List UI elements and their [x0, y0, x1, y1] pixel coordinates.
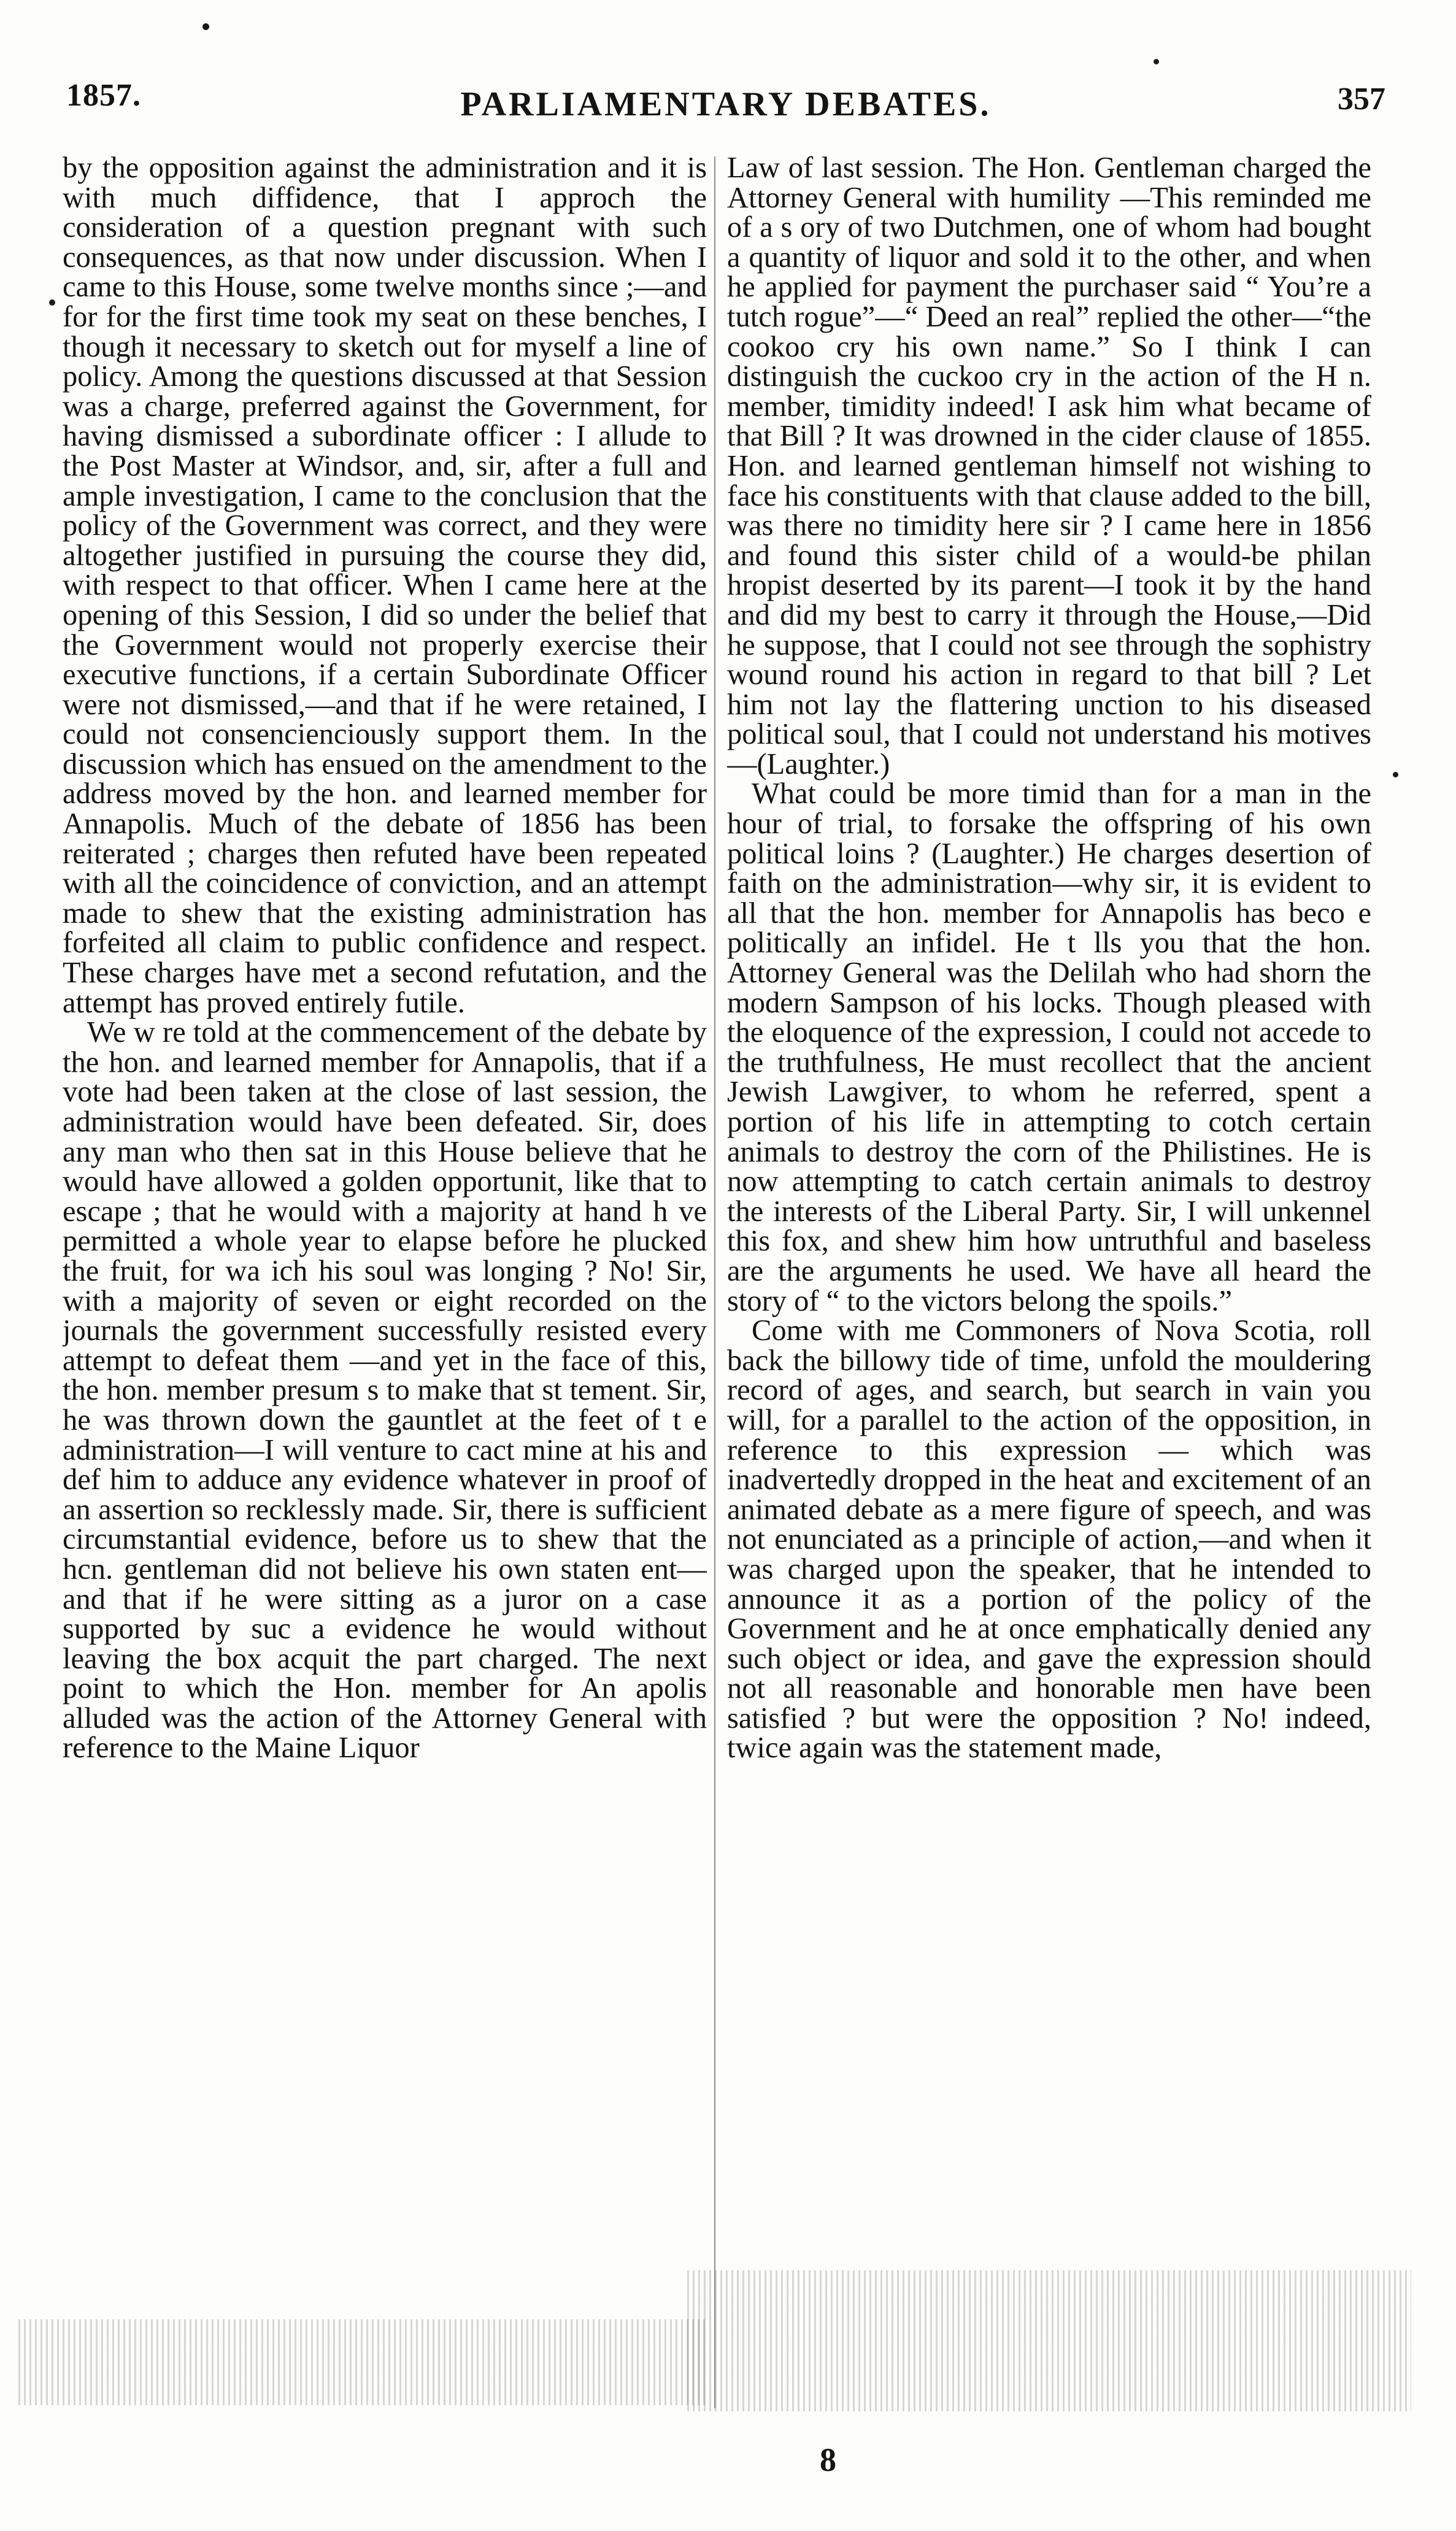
ink-speck [202, 23, 209, 30]
paragraph: We w re told at the commencement of the debate by the hon. and learned member for Annapolis, that if a vote had been taken at the close of last session, the administration would have been defeated. Sir, does any man who then sat in this House believe that he would have allowed a golden opportunit, like that to escape ; that he would with a majority at hand h ve permitted a whole year to elapse before he plucked the fruit, for wa ich his soul was longing ? No! Sir, with a majority of seven or eight recorded on the journals the government successfully resisted every attempt to defeat them —and yet in the face of this, the hon. member presum s to make that st tement. Sir, he was thrown down the gauntlet at the feet of t e administration—I will venture to cact mine at his and def him to adduce any evidence whatever in proof of an assertion so recklessly made. Sir, there is sufficient circumstantial evidence, before us to shew that the hcn. gentleman did not believe his own staten ent—and that if he were sitting as a juror on a case supported by suc a evidence he would without leaving the box acquit the part charged. The next point to which the Hon. member for An apolis alluded was the action of the Attorney General with reference to the Maine Liquor [63, 1016, 707, 1765]
header-page-number: 357 [1338, 82, 1385, 117]
signature-mark: 8 [820, 2441, 836, 2478]
header-title: PARLIAMENTARY DEBATES. [460, 85, 992, 123]
ink-speck [49, 299, 55, 306]
left-column [63, 153, 707, 2411]
paragraph: What could be more timid than for a man in the hour of trial, to forsake the offspring of his own political loins ? (Laughter.) He charges desertion of faith on the administration—why sir, it is evident to all that the hon. member for Annapolis has beco e politically an infidel. He t lls you that the hon. Attorney General was the Delilah who had shorn the modern Sampson of his locks. Though pleased with the eloquence of the expression, I could not accede to the truthfulness, He must recollect that the ancient Jewish Lawgiver, to whom he referred, spent a portion of his life in attempting to cotch certain animals to destroy the corn of the Philistines. He is now attempting to catch certain animals to destroy the interests of the Liberal Party. Sir, I will unkennel this fox, and shew him how untruthful and baseless are the arguments he used. We have all heard the story of “ to the victors belong the spoils.” [727, 777, 1371, 1317]
page-header [66, 72, 1385, 140]
right-column [727, 153, 1371, 2411]
paragraph: Law of last session. The Hon. Gentleman charged the Attorney General with humility —This reminded me of a s ory of two Dutchmen, one of whom had bought a quantity of liquor and sold it to the other, and when he applied for payment the purchaser said “ You’re a tutch rogue”—“ Deed an real” replied the other—“the cookoo cry his own name.” So I think I can distinguish the cuckoo cry in the action of the H n. member, timidity indeed! I ask him what became of that Bill ? It was drowned in the cider clause of 1855. Hon. and learned gentleman himself not wishing to face his constituents with that clause added to the bill, was there no timidity here sir ? I came here in 1856 and found this sister child of a would-be philan hropist deserted by its parent—I took it by the hand and did my best to carry it through the House,—Did he suppose, that I could not see through the sophistry wound round his action in regard to that bill ? Let him not lay the flattering unction to his diseased political soul, that I could not understand his motives—(Laughter.) [727, 153, 1371, 780]
ink-speck [1154, 59, 1159, 64]
header-year: 1857. [66, 78, 141, 113]
paragraph: Come with me Commoners of Nova Scotia, roll back the billowy tide of time, unfold the mouldering record of ages, and search, but search in vain you will, for a parallel to the action of the opposition, in reference to this expression — which was inadvertedly dropped in the heat and excitement of an animated debate as a mere figure of speech, and was not enunciated as a principle of action,—and when it was charged upon the speaker, that he intended to announce it as a portion of the policy of the Government and he at once emphatically denied any such object or idea, and gave the expression should not all reasonable and honorable men have been satisfied ? but were the opposition ? No! indeed, twice again was the statement made, [727, 1314, 1371, 1765]
paragraph: by the opposition against the administration and it is with much diffidence, that I approch the consideration of a question pregnant with such consequences, as that now under discussion. When I came to this House, some twelve months since ;—and for for the first time took my seat on these benches, I though it necessary to sketch out for myself a line of policy. Among the questions discussed at that Session was a charge, preferred against the Government, for having dismissed a subordinate officer : I allude to the Post Master at Windsor, and, sir, after a full and ample investigation, I came to the conclusion that the policy of the Government was correct, and they were altogether justified in pursuing the course they did, with respect to that officer. When I came here at the opening of this Session, I did so under the belief that the Government would not properly exercise their executive functions, if a certain Subordinate Officer were not dismissed,—and that if he were retained, I could not consencienciously support them. In the discussion which has ensued on the amendment to the address moved by the hon. and learned member for Annapolis. Much of the debate of 1856 has been reiterated ; charges then refuted have been repeated with all the coincidence of conviction, and an attempt made to shew that the existing administration has forfeited all claim to public confidence and respect. These charges have met a second refutation, and the attempt has proved entirely futile. [63, 153, 707, 1019]
ink-speck [1393, 772, 1398, 777]
column-divider [714, 156, 715, 2408]
